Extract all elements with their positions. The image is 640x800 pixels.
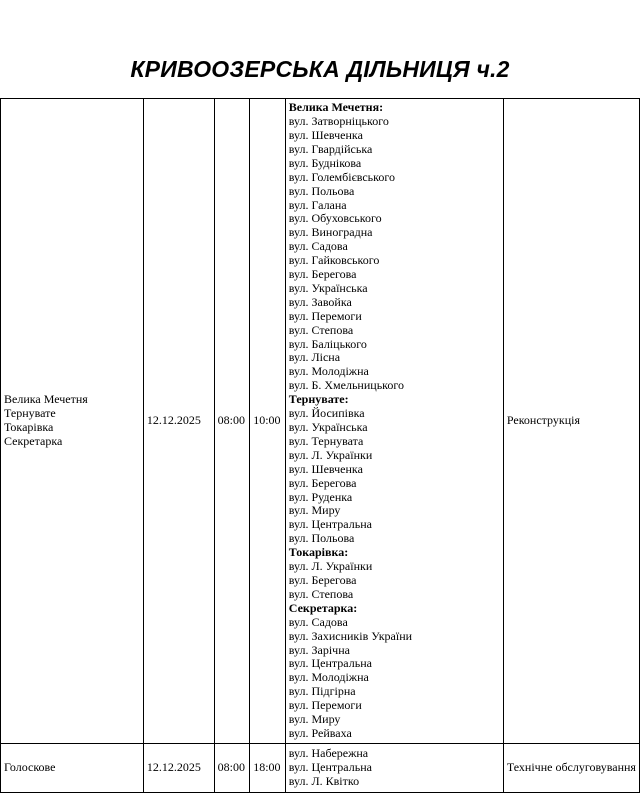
settlement-name: Голоскове: [4, 760, 56, 775]
street-item: вул. Молодіжна: [288, 670, 369, 685]
street-item: вул. Б. Хмельницького: [288, 378, 405, 393]
street-item: вул. Перемоги: [288, 698, 362, 713]
street-item: вул. Затворніцького: [288, 114, 389, 129]
street-item: вул. Руденка: [288, 489, 353, 504]
table-row: [1, 99, 640, 744]
street-item: вул. Миру: [288, 712, 341, 727]
street-item: вул. Українська: [288, 280, 368, 295]
street-item: вул. Набережна: [288, 746, 369, 761]
street-item: вул. Тернувата: [288, 433, 364, 448]
settlement-name: Токарівка: [4, 420, 54, 434]
street-item: вул. Галана: [288, 197, 347, 212]
street-item: вул. Шевченка: [288, 127, 363, 142]
page-title: КРИВООЗЕРСЬКА ДІЛЬНИЦЯ ч.2: [130, 56, 510, 82]
street-item: вул. Лісна: [288, 350, 341, 365]
end-time-cell: 18:00: [250, 744, 286, 793]
street-item: вул. Обуховського: [288, 211, 382, 226]
street-item: вул. Буднікова: [288, 155, 362, 170]
street-item: вул. Українська: [288, 420, 368, 434]
street-item: вул. Голембієвського: [288, 169, 395, 184]
streets-cell: [285, 744, 503, 793]
settlements-cell: [1, 99, 144, 744]
outage-table: [0, 98, 640, 793]
street-group-header: Велика Мечетня:: [288, 100, 384, 115]
streets-cell: [285, 99, 503, 744]
settlement-name: Секретарка: [4, 433, 63, 448]
street-item: вул. Шевченка: [288, 461, 363, 476]
street-item: вул. Йосипівка: [288, 406, 365, 421]
street-item: вул. Берегова: [288, 267, 357, 282]
date-cell: 12.12.2025: [143, 744, 214, 793]
street-group-header: Тернувате:: [288, 392, 349, 407]
start-time-cell: 08:00: [214, 99, 250, 744]
street-item: вул. Степова: [288, 322, 354, 337]
street-item: вул. Підгірна: [288, 684, 356, 699]
street-item: вул. Молодіжна: [288, 364, 369, 379]
street-item: вул. Рейваха: [288, 725, 352, 740]
street-item: вул. Баліцького: [288, 336, 367, 351]
settlements-cell: [1, 744, 144, 793]
street-item: вул. Центральна: [288, 517, 372, 532]
work-type-cell: Реконструкція: [503, 99, 639, 744]
street-item: вул. Зарічна: [288, 642, 350, 657]
street-item: вул. Садова: [288, 239, 348, 254]
street-item: вул. Перемоги: [288, 308, 362, 323]
work-type-cell: Технічне обслуговування: [503, 744, 639, 793]
end-time-cell: 10:00: [250, 99, 286, 744]
street-item: вул. Л. Квітко: [288, 773, 360, 788]
street-item: вул. Польова: [288, 531, 355, 546]
street-item: вул. Гвардійська: [288, 141, 373, 156]
street-item: вул. Центральна: [288, 656, 372, 671]
street-group-header: Секретарка:: [288, 600, 358, 615]
street-item: вул. Польова: [288, 183, 355, 198]
street-item: вул. Берегова: [288, 572, 357, 587]
table-row: [1, 744, 640, 793]
street-item: вул. Захисників України: [288, 628, 413, 643]
street-item: вул. Берегова: [288, 475, 357, 490]
settlement-name: Велика Мечетня: [4, 392, 88, 407]
date-cell: 12.12.2025: [143, 99, 214, 744]
street-item: вул. Гайковського: [288, 253, 380, 268]
street-item: вул. Виноградна: [288, 225, 373, 240]
street-item: вул. Л. Українки: [288, 559, 373, 574]
start-time-cell: 08:00: [214, 744, 250, 793]
street-item: вул. Миру: [288, 503, 341, 518]
street-item: вул. Садова: [288, 614, 348, 629]
settlement-name: Тернувате: [4, 406, 56, 421]
street-item: вул. Степова: [288, 586, 354, 601]
street-item: вул. Л. Українки: [288, 447, 373, 462]
street-item: вул. Центральна: [288, 760, 372, 775]
street-group-header: Токарівка:: [288, 545, 349, 560]
street-item: вул. Завойка: [288, 294, 352, 309]
